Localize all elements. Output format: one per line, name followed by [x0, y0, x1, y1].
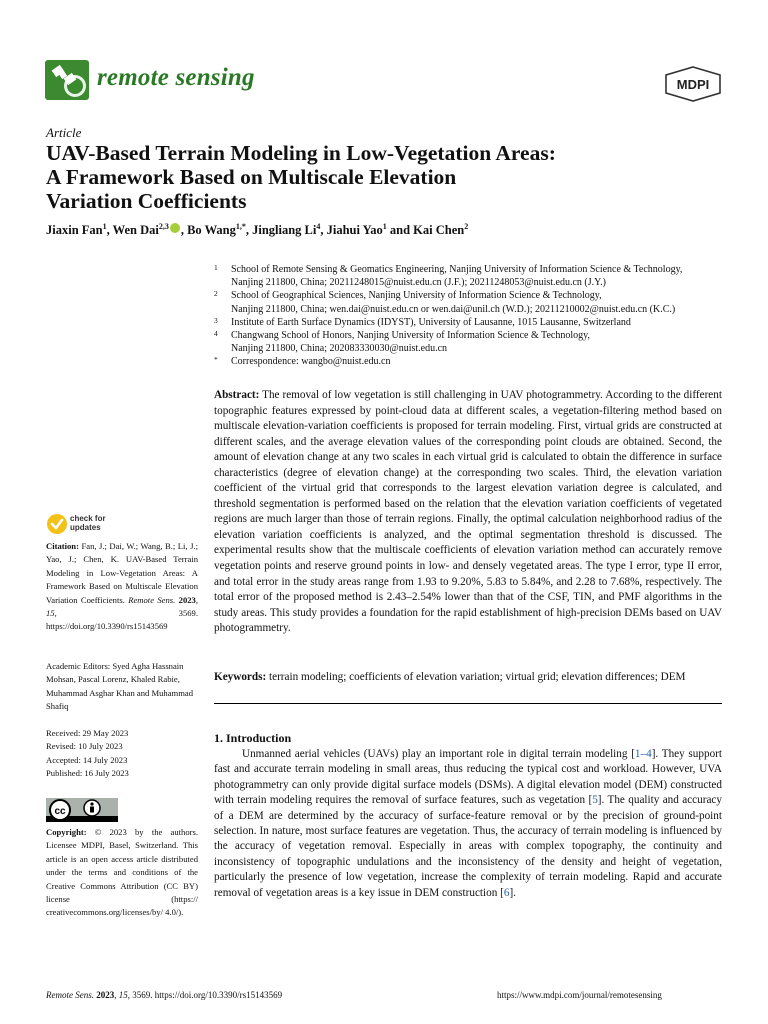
author-name[interactable]: Wen Dai: [112, 223, 159, 238]
affiliation-line: School of Remote Sensing & Geomatics Engineering, Nanjing University of Information Science & Technology,: [231, 264, 683, 275]
author-affiliation-sup: 4: [316, 222, 321, 231]
citation-year: 2023: [178, 594, 196, 605]
paragraph-text: Unmanned aerial vehicles (UAVs) play an important role in digital terrain modeling [: [242, 748, 635, 760]
article-type: Article: [46, 125, 82, 140]
author-list: [46, 222, 468, 238]
affiliation-line: Correspondence: wangbo@nuist.edu.cn: [231, 356, 391, 368]
citation-block: Citation: Fan, J.; Dai, W.; Wang, B.; Li, J.; Yao, J.; Chen, K. UAV-Based Terrain Modeling in Low-Vegetation Areas: A Framework Based on Multiscale Elevation Variation Coefficients. Remote Sens. 2023, 15, 3569. https://doi.org/10.3390/rs15143569: [46, 541, 198, 632]
date-published: Published: 16 July 2023: [46, 768, 129, 779]
author-affiliation-sup: 1: [382, 222, 387, 231]
mdpi-logo-text: MDPI: [676, 77, 710, 92]
footer-year: 2023: [96, 990, 115, 1000]
check-updates-line: updates: [70, 523, 101, 532]
abstract: [214, 388, 722, 637]
citation-link[interactable]: 1–4: [634, 748, 652, 760]
affiliation-item: [214, 263, 734, 289]
affiliation-line: Institute of Earth Surface Dynamics (IDYST), University of Lausanne, 1015 Lausanne, Switzerland: [231, 316, 631, 328]
paragraph-text: ]. They support fast and accurate terrain modeling in small areas, thus reducing the typical cost and workload. However, UVA photogrammetry can only provide digital surface models (DSMs). A digital elevation model (DEM) constructed with terrain modeling requires the removal of surface features, such as vegetation [: [214, 748, 722, 807]
svg-text:cc: cc: [54, 806, 66, 817]
author-name[interactable]: Kai Chen: [413, 223, 465, 238]
date-accepted: Accepted: 14 July 2023: [46, 754, 128, 765]
article-title: [46, 141, 706, 213]
author-separator: ,: [106, 223, 113, 238]
copyright-text: © 2023 by the authors. Licensee MDPI, Basel, Switzerland. This article is an open access article distributed under the terms and conditions of the Creative Commons Attribution (CC BY) license (https:// creativecommons.org/licenses/by/ 4.0/).: [46, 827, 198, 918]
orcid-icon[interactable]: [170, 223, 180, 233]
abstract-label: Abstract:: [214, 389, 260, 401]
check-for-updates-label[interactable]: [70, 514, 106, 532]
title-line: UAV-Based Terrain Modeling in Low-Vegetation Areas:: [46, 141, 556, 165]
citation-link[interactable]: 5: [592, 794, 598, 807]
title-line: Variation Coefficients: [46, 189, 247, 213]
citation-text: Fan, J.; Dai, W.; Wang, B.; Li, J.; Yao, J.; Chen, K. UAV-Based Terrain Modeling in Low-Vegetation Areas: A Framework Based on Multiscale Elevation Variation Coefficients.: [46, 541, 198, 605]
date-received: Received: 29 May 2023: [46, 728, 129, 738]
author-name[interactable]: Jiahui Yao: [326, 223, 383, 238]
affiliation-line: School of Geographical Sciences, Nanjing University of Information Science & Technology,: [231, 290, 602, 302]
cc-by-license-icon[interactable]: [46, 798, 118, 822]
affiliation-item: [214, 329, 734, 355]
paragraph-text: ]. The quality and accuracy of a DEM are determined by the accuracy of surface-feature removal or by the precision of ground-point selection. In nature, most surface features are vegetation. Thus, the accuracy of terrain modeling is influenced by the accuracy of vegetation removal. Especially in areas with complex topography, the continuity and inconsistency of topographic undulations and the inconsistency of the density and height of vegetation, particularly the presence of low vegetation, increase the complexity of terrain modeling. Rapid and accurate removal of vegetation areas is a key issue in DEM construction [: [214, 794, 722, 899]
author-separator: ,: [180, 223, 188, 238]
author-name[interactable]: Jingliang Li: [252, 223, 317, 238]
affiliation-item: [214, 355, 734, 368]
keywords-text: terrain modeling; coefficients of elevation variation; virtual grid; elevation differences; DEM: [269, 671, 686, 683]
author-separator: ,: [245, 223, 253, 238]
abstract-text: The removal of low vegetation is still challenging in UAV photogrammetry. According to the different topographic features expressed by point-cloud data at different scales, a vegetation-filtering method based on multiscale elevation-variation coefficients is proposed for terrain modeling. First, virtual grids are constructed at different scales, and the average elevation values of the corresponding point clouds are obtained. Second, the amount of elevation change at any two scales in each virtual grid is calculated to obtain the difference in surface characteristics (degree of elevation change) at the corresponding two scales. Third, the elevation variation coefficient of the virtual grid that corresponds to the largest elevation variation degree is calculated, and threshold segmentation is performed based on the relation that the elevation variation coefficients of vegetated regions are much larger than those of terrain regions. Finally, the optimal calculation neighborhood radius of the elevation variation coefficients is analyzed, and the optimal segmentation threshold is discussed. The experimental results show that the multiscale coefficients of elevation variation method can accurately remove vegetation points and reserve ground points in low- and densely vegetated areas. The type I error, type II error, and total error in the study areas range from 1.93 to 9.20%, 5.83 to 5.84%, and 2.28 to 7.68%, respectively. The total error of the proposed method is 2.43–2.54% lower than that of the CSF, TIN, and PMF algorithms in the study areas. This study provides a foundation for the rapid establishment of high-precision DEMs based on UAV photogrammetry.: [214, 389, 722, 635]
introduction-paragraph: [214, 747, 722, 901]
citation-label: Citation:: [46, 541, 79, 551]
section-divider: [214, 703, 722, 704]
mdpi-logo: [664, 66, 722, 102]
author-affiliation-sup: 1,*: [235, 222, 246, 231]
affiliation-number: 4: [214, 329, 218, 339]
affiliation-line: Nanjing 211800, China; 202083330030@nuist.edu.cn: [231, 343, 448, 355]
author-name[interactable]: Jiaxin Fan: [46, 223, 103, 238]
satellite-logo-icon: [45, 60, 89, 100]
section-heading: 1. Introduction: [214, 731, 292, 745]
affiliation-line: Nanjing 211800, China; 20211248015@nuist.edu.cn (J.F.); 20211248053@nuist.edu.cn (J.Y.): [231, 277, 606, 289]
affiliation-number: 3: [214, 315, 218, 325]
citation-doi[interactable]: , 3569. https://doi.org/10.3390/rs15143569: [46, 608, 198, 632]
affiliation-line: Nanjing 211800, China; wen.dai@nuist.edu.cn or wen.dai@unil.ch (W.D.); 20211210002@nuist.edu.cn (K.C.): [231, 303, 676, 315]
citation-link[interactable]: 6: [503, 886, 510, 899]
paragraph-text: ].: [509, 886, 516, 899]
introduction-body: [214, 747, 722, 901]
affiliation-number: *: [214, 355, 218, 365]
keywords: [214, 670, 722, 685]
footer-journal-url[interactable]: https://www.mdpi.com/journal/remotesensing: [497, 990, 662, 1000]
check-updates-line: check for: [70, 514, 106, 523]
affiliation-item: [214, 289, 734, 315]
affiliations: [214, 263, 734, 369]
author-separator: ,: [320, 223, 327, 238]
keywords-label: Keywords:: [214, 671, 267, 683]
author-separator: and: [386, 223, 414, 238]
author-name[interactable]: Bo Wang: [187, 223, 236, 238]
footer-volume: 15: [118, 990, 128, 1000]
author-affiliation-sup: 2: [464, 222, 469, 231]
title-line: A Framework Based on Multiscale Elevation: [46, 165, 457, 189]
affiliation-number: 1: [214, 263, 218, 272]
author-affiliation-sup: 2,3: [158, 222, 169, 231]
footer-doi[interactable]: , 3569. https://doi.org/10.3390/rs15143569: [127, 990, 283, 1000]
footer-journal: Remote Sens.: [46, 990, 94, 1000]
affiliation-line: Changwang School of Honors, Nanjing University of Information Science & Technology,: [231, 330, 590, 342]
check-for-updates-icon[interactable]: [46, 513, 68, 535]
journal-name: remote sensing: [97, 64, 255, 91]
affiliation-number: 2: [214, 289, 218, 299]
publication-dates: [46, 727, 198, 781]
citation-volume: 15: [46, 608, 55, 619]
date-revised: Revised: 10 July 2023: [46, 741, 123, 752]
affiliation-item: [214, 316, 734, 329]
footer-citation: Remote Sens. 2023, 15, 3569. https://doi.org/10.3390/rs15143569: [46, 990, 283, 1000]
copyright-label: Copyright:: [46, 827, 87, 837]
citation-journal: Remote Sens.: [128, 594, 176, 605]
academic-editors: Academic Editors: Syed Agha Hassnain Mohsan, Pascal Lorenz, Khaled Rabie, Muhammad Asghar Khan and Muhammad Shafiq: [46, 661, 194, 712]
copyright-notice: [46, 826, 198, 920]
author-affiliation-sup: 1: [102, 222, 107, 231]
